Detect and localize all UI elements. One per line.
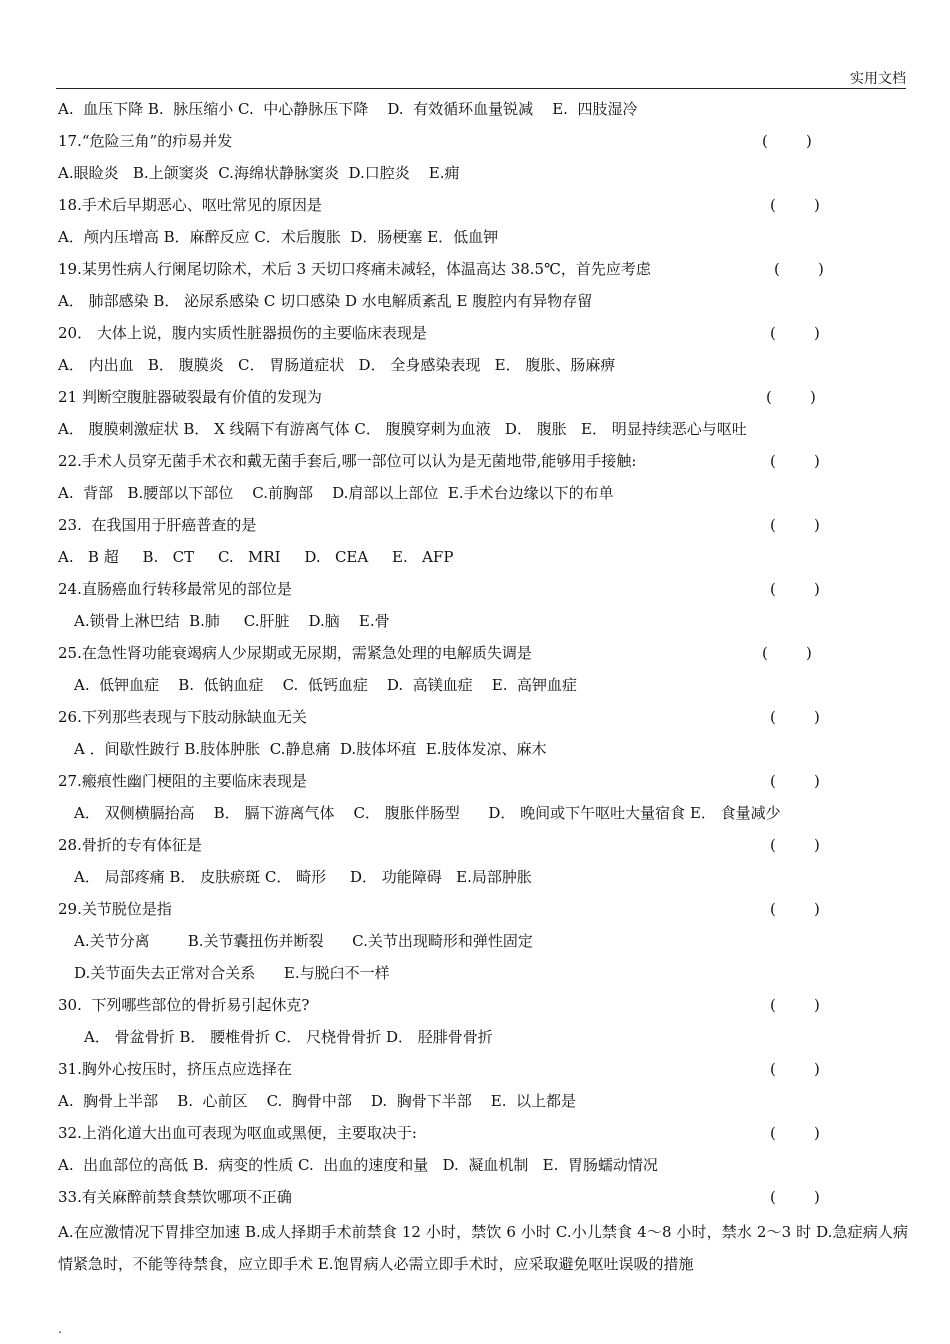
answer-bracket: ( )	[770, 900, 820, 918]
line-text: A． 双侧横膈抬高 B． 膈下游离气体 C． 腹胀伴肠型 D． 晚间或下午呕吐大量宿食 E． 食量减少	[74, 804, 781, 822]
text-line	[58, 576, 908, 608]
line-text: A. 胸骨上半部 B. 心前区 C. 胸骨中部 D. 胸骨下半部 E. 以上都是	[58, 1092, 577, 1110]
answer-bracket: ( )	[770, 1060, 820, 1078]
line-text: 23. 在我国用于肝癌普查的是	[58, 516, 257, 534]
text-line	[58, 768, 908, 800]
last-paragraph: A.在应激情况下胃排空加速 B.成人择期手术前禁食 12 小时，禁饮 6 小时 C.小儿禁食 4～8 小时，禁水 2～3 时 D.急症病人病情紧急时，不能等待禁食，应立即手术 E.饱胃病人必需立即手术时，应采取避免呕吐误吸的措施	[58, 1223, 908, 1273]
text-line	[58, 544, 908, 576]
line-text: 30. 下列哪些部位的骨折易引起休克?	[58, 996, 310, 1014]
line-text: 21 判断空腹脏器破裂最有价值的发现为	[58, 388, 322, 406]
text-line	[58, 1184, 908, 1216]
line-text: 24.直肠癌血行转移最常见的部位是	[58, 580, 292, 598]
text-line	[58, 864, 908, 896]
text-line	[58, 672, 908, 704]
text-line	[58, 992, 908, 1024]
line-text: 33.有关麻醉前禁食禁饮哪项不正确	[58, 1188, 292, 1206]
line-text: 29.关节脱位是指	[58, 900, 172, 918]
text-line	[58, 256, 908, 288]
answer-bracket: ( )	[766, 388, 816, 406]
line-text: A． 肺部感染 B． 泌尿系感染 C 切口感染 D 水电解质紊乱 E 腹腔内有异物存留	[58, 292, 593, 310]
line-text: D.关节面失去正常对合关系 E.与脱臼不一样	[74, 964, 390, 982]
text-line	[58, 448, 908, 480]
line-text: 20． 大体上说，腹内实质性脏器损伤的主要临床表现是	[58, 324, 427, 342]
line-text: 26.下列那些表现与下肢动脉缺血无关	[58, 708, 307, 726]
line-text: 32.上消化道大出血可表现为呕血或黑便，主要取决于:	[58, 1124, 417, 1142]
text-line	[58, 352, 908, 384]
text-line	[58, 928, 908, 960]
line-text: A. 背部 B.腰部以下部位 C.前胸部 D.肩部以上部位 E.手术台边缘以下的布单	[58, 484, 614, 502]
text-line	[58, 640, 908, 672]
text-line	[58, 704, 908, 736]
line-text: A． 骨盆骨折 B． 腰椎骨折 C． 尺桡骨骨折 D． 胫腓骨骨折	[84, 1028, 493, 1046]
line-text: 18.手术后早期恶心、呕吐常见的原因是	[58, 196, 322, 214]
text-line	[58, 160, 908, 192]
header-label: 实用文档	[850, 71, 906, 87]
text-line	[58, 832, 908, 864]
text-line	[58, 608, 908, 640]
text-line	[58, 896, 908, 928]
text-line	[58, 288, 908, 320]
page-header	[56, 68, 906, 89]
text-line	[58, 1120, 908, 1152]
text-line	[58, 960, 908, 992]
line-text: A. 出血部位的高低 B. 病变的性质 C. 出血的速度和量 D. 凝血机制 E. 胃肠蠕动情况	[58, 1156, 658, 1174]
line-text: 17.“危险三角”的疖易并发	[58, 132, 233, 150]
text-line	[58, 512, 908, 544]
answer-bracket: ( )	[770, 1188, 820, 1206]
line-text: 19.某男性病人行阑尾切除术，术后 3 天切口疼痛未减轻，体温高达 38.5℃，首先应考虑	[58, 260, 651, 278]
answer-bracket: ( )	[762, 644, 812, 662]
line-text: A ．间歇性跛行 B.肢体肿胀 C.静息痛 D.肢体坏疽 E.肢体发凉、麻木	[74, 740, 547, 758]
answer-bracket: ( )	[770, 580, 820, 598]
text-line	[58, 480, 908, 512]
text-line	[58, 1152, 908, 1184]
line-text: A. 低钾血症 B. 低钠血症 C. 低钙血症 D. 高镁血症 E. 高钾血症	[74, 676, 578, 694]
answer-bracket: ( )	[770, 836, 820, 854]
answer-bracket: ( )	[770, 1124, 820, 1142]
trailing-mark: .	[58, 1322, 62, 1336]
line-text: 28.骨折的专有体征是	[58, 836, 202, 854]
text-line	[58, 384, 908, 416]
line-text: A. 血压下降 B. 脉压缩小 C. 中心静脉压下降 D. 有效循环血量锐减 E. 四肢湿冷	[58, 100, 638, 118]
line-text: A.锁骨上淋巴结 B.肺 C.肝脏 D.脑 E.骨	[74, 612, 390, 630]
answer-bracket: ( )	[770, 516, 820, 534]
line-text: 27.瘢痕性幽门梗阻的主要临床表现是	[58, 772, 307, 790]
answer-bracket: ( )	[770, 324, 820, 342]
line-text: A. B 超 B. CT C. MRI D. CEA E. AFP	[58, 548, 454, 566]
line-text: A.关节分离 B.关节囊扭伤并断裂 C.关节出现畸形和弹性固定	[74, 932, 533, 950]
text-line	[58, 96, 908, 128]
line-text: A． 腹膜刺激症状 B． X 线隔下有游离气体 C． 腹膜穿刺为血液 D． 腹胀 E． 明显持续恶心与呕吐	[58, 420, 747, 438]
text-line	[58, 416, 908, 448]
text-line	[58, 320, 908, 352]
line-text: A.眼睑炎 B.上颌窦炎 C.海绵状静脉窦炎 D.口腔炎 E.痈	[58, 164, 460, 182]
text-line	[58, 1056, 908, 1088]
line-text: 25.在急性肾功能衰竭病人少尿期或无尿期，需紧急处理的电解质失调是	[58, 644, 532, 662]
line-text: A． 局部疼痛 B． 皮肤瘀斑 C． 畸形 D． 功能障碍 E.局部肿胀	[74, 868, 532, 886]
line-text: A．颅内压增高 B．麻醉反应 C．术后腹胀 D．肠梗塞 E．低血钾	[58, 228, 499, 246]
question-list	[58, 96, 908, 1280]
answer-bracket: ( )	[770, 996, 820, 1014]
text-line	[58, 736, 908, 768]
answer-bracket: ( )	[770, 708, 820, 726]
line-text: 31.胸外心按压时，挤压点应选择在	[58, 1060, 292, 1078]
text-line	[58, 1088, 908, 1120]
line-text: A． 内出血 B． 腹膜炎 C． 胃肠道症状 D． 全身感染表现 E． 腹胀、肠麻痹	[58, 356, 616, 374]
answer-bracket: ( )	[770, 772, 820, 790]
text-line	[58, 1024, 908, 1056]
answer-bracket: ( )	[770, 196, 820, 214]
answer-bracket: ( )	[762, 132, 812, 150]
text-line	[58, 800, 908, 832]
answer-bracket: ( )	[774, 260, 824, 278]
text-line	[58, 128, 908, 160]
answer-bracket: ( )	[770, 452, 820, 470]
text-line	[58, 224, 908, 256]
text-line	[58, 192, 908, 224]
line-text: 22.手术人员穿无菌手术衣和戴无菌手套后,哪一部位可以认为是无菌地带,能够用手接触:	[58, 452, 637, 470]
